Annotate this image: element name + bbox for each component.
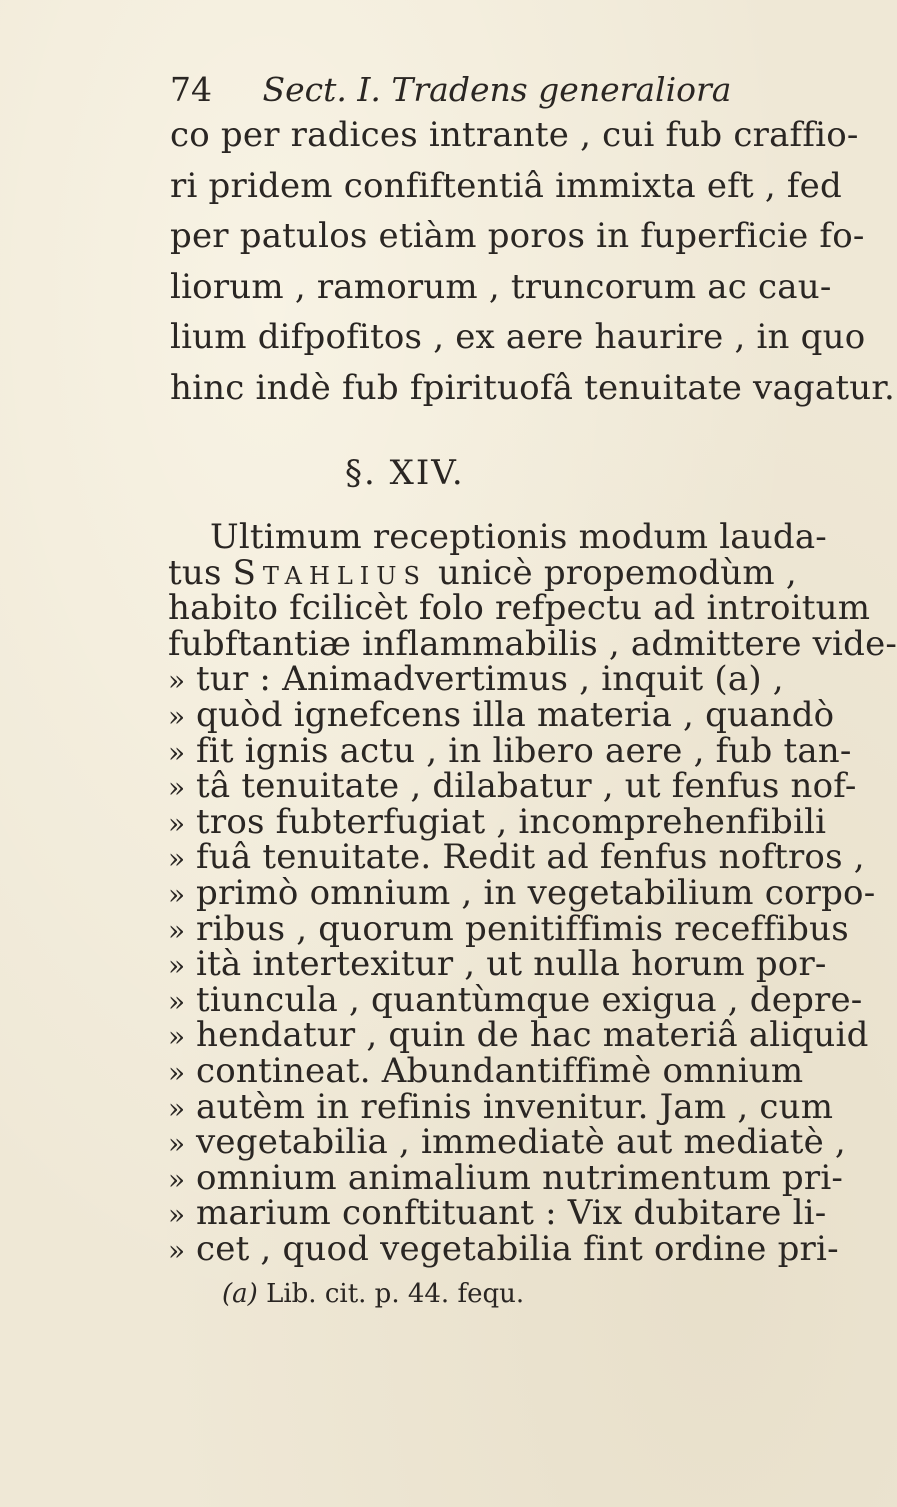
page-header bbox=[170, 68, 730, 112]
footnote-text: Lib. cit. p. 44. fequ. bbox=[266, 1278, 525, 1309]
text-line: ri pridem confiftentiâ immixta eft , fed bbox=[170, 165, 842, 206]
quoted-line bbox=[168, 1086, 834, 1127]
quote-mark: » bbox=[168, 949, 186, 983]
quote-mark: » bbox=[168, 806, 186, 840]
quote-mark: » bbox=[168, 1234, 186, 1267]
page-number: 74 bbox=[170, 70, 212, 109]
quoted-text: cet , quod vegetabilia fint ordine pri- bbox=[196, 1229, 839, 1269]
quote-mark: » bbox=[168, 1020, 186, 1054]
quoted-text: tros fubterfugiat , incomprehenfibili bbox=[196, 801, 827, 842]
text-line: fubftantiæ inflammabilis , admittere vide- bbox=[168, 623, 897, 664]
quoted-line bbox=[168, 659, 784, 700]
quoted-text: ribus , quorum penitiffimis receffibus bbox=[196, 908, 849, 949]
quoted-line bbox=[168, 837, 865, 878]
quoted-text: autèm in refinis invenitur. Jam , cum bbox=[196, 1086, 834, 1127]
text-line: habito fcilicèt folo refpectu ad introitum bbox=[168, 588, 871, 629]
quoted-text: vegetabilia , immediatè aut mediatè , bbox=[196, 1122, 846, 1163]
quoted-text: quòd ignefcens illa materia , quandò bbox=[196, 695, 835, 735]
quoted-text: primò omnium , in vegetabilium corpo- bbox=[196, 873, 876, 913]
quoted-line bbox=[168, 766, 857, 807]
quote-mark: » bbox=[168, 735, 186, 769]
footnote bbox=[222, 1274, 524, 1314]
footnote-ref: (a) bbox=[222, 1278, 258, 1309]
quote-mark: » bbox=[168, 1091, 186, 1125]
quoted-line bbox=[168, 1229, 839, 1269]
text-line: co per radices intrante , cui fub craffio- bbox=[170, 115, 859, 155]
quote-mark: » bbox=[168, 984, 186, 1018]
quote-mark: » bbox=[168, 1162, 186, 1196]
quoted-line bbox=[168, 730, 852, 771]
text-line bbox=[168, 552, 797, 593]
running-head: Sect. I. Tradens generaliora bbox=[262, 70, 732, 109]
quoted-text: hendatur , quin de hac materiâ aliquid bbox=[196, 1015, 869, 1056]
quoted-line bbox=[168, 979, 863, 1020]
quoted-line bbox=[168, 1051, 804, 1091]
quoted-line bbox=[168, 908, 849, 949]
text-line: per patulos etiàm poros in fuperficie fo- bbox=[170, 216, 865, 256]
quoted-text: contineat. Abundantiffimè omnium bbox=[196, 1051, 804, 1091]
quote-mark: » bbox=[168, 1056, 186, 1089]
quote-mark: » bbox=[168, 1127, 186, 1161]
quote-mark: » bbox=[168, 913, 186, 947]
quoted-text: ità intertexitur , ut nulla horum por- bbox=[196, 944, 827, 985]
quoted-line bbox=[168, 873, 876, 913]
quoted-text: fit ignis actu , in libero aere , fub tan- bbox=[196, 730, 852, 771]
quoted-line bbox=[168, 1122, 846, 1163]
text-line: Ultimum receptionis modum lauda- bbox=[210, 517, 827, 557]
quoted-line bbox=[168, 1157, 844, 1198]
text-line: hinc indè fub fpirituofâ tenuitate vagatur. bbox=[170, 367, 896, 408]
quote-mark: » bbox=[168, 700, 186, 733]
quoted-line bbox=[168, 1015, 869, 1056]
quoted-text: fuâ tenuitate. Redit ad fenfus noftros , bbox=[196, 837, 865, 878]
quote-mark: » bbox=[168, 664, 186, 698]
text-fragment: unicè propemodùm , bbox=[437, 552, 797, 593]
quoted-line bbox=[168, 944, 827, 985]
quoted-line bbox=[168, 1193, 827, 1234]
quoted-text: tiuncula , quantùmque exigua , depre- bbox=[196, 979, 863, 1020]
quote-mark: » bbox=[168, 878, 186, 911]
text-fragment: tus bbox=[168, 552, 222, 593]
quoted-text: omnium animalium nutrimentum pri- bbox=[196, 1157, 844, 1198]
quoted-line bbox=[168, 801, 827, 842]
quote-mark: » bbox=[168, 771, 186, 805]
author-name: Stahlius bbox=[232, 552, 427, 593]
quoted-text: marium conftituant : Vix dubitare li- bbox=[196, 1193, 827, 1234]
text-line: liorum , ramorum , truncorum ac cau- bbox=[170, 266, 832, 307]
quoted-text: tur : Animadvertimus , inquit (a) , bbox=[196, 659, 784, 700]
text-line: lium difpofitos , ex aere haurire , in quo bbox=[170, 317, 866, 357]
quoted-text: tâ tenuitate , dilabatur , ut fenfus nof- bbox=[196, 766, 857, 807]
quote-mark: » bbox=[168, 842, 186, 876]
section-heading: §. XIV. bbox=[345, 453, 465, 493]
quoted-line bbox=[168, 695, 835, 735]
quote-mark: » bbox=[168, 1198, 186, 1232]
